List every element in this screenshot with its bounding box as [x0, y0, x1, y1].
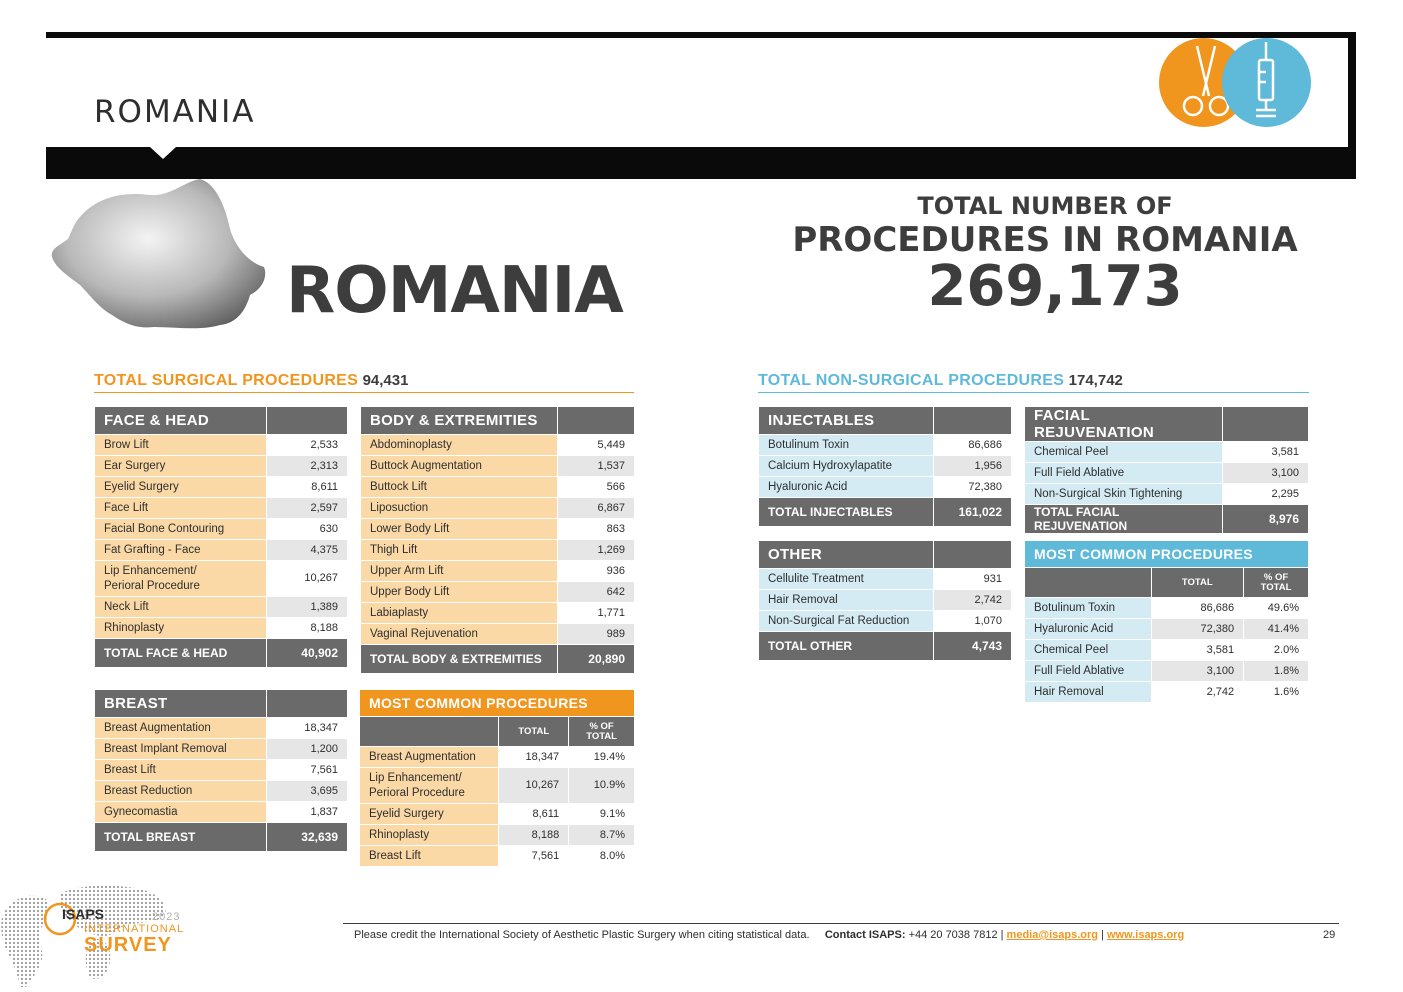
table-title: BREAST: [95, 690, 267, 718]
table-row-name: Vaginal Rejuvenation: [361, 624, 558, 645]
table-row-name: Breast Implant Removal: [95, 739, 267, 760]
body-extremities-table: [360, 406, 635, 674]
table-row-value: 86,686: [1151, 598, 1244, 619]
table-row-name: Botulinum Toxin: [1025, 598, 1152, 619]
table-row-name: Full Field Ablative: [1025, 463, 1223, 484]
table-row-value: 18,347: [267, 718, 348, 739]
table-row-value: 989: [558, 624, 635, 645]
table-row-percent: 8.0%: [569, 846, 635, 867]
table-row-name: Labiaplasty: [361, 603, 558, 624]
table-row-value: 1,537: [558, 456, 635, 477]
nonsurgical-section-heading: [758, 372, 1309, 393]
table-row-value: 10,267: [267, 561, 348, 597]
column-header-total: TOTAL: [499, 717, 569, 747]
surgical-label: TOTAL SURGICAL PROCEDURES: [94, 372, 359, 389]
table-total-label: TOTAL BREAST: [95, 823, 267, 852]
table-row-name: Hair Removal: [1025, 682, 1152, 703]
table-row-value: 1,269: [558, 540, 635, 561]
table-row-value: 3,581: [1223, 442, 1309, 463]
table-row-name: Botulinum Toxin: [759, 435, 934, 456]
table-row-value: 2,313: [267, 456, 348, 477]
table-total-value: 20,890: [558, 645, 635, 674]
table-row-value: 7,561: [499, 846, 569, 867]
row-name-line1: Lip Enhancement/: [369, 771, 462, 784]
table-title: FACE & HEAD: [95, 407, 267, 435]
table-row-name: Breast Lift: [360, 846, 499, 867]
table-row-value: 86,686: [934, 435, 1012, 456]
table-row-value: 8,611: [499, 804, 569, 825]
table-row-value: 2,742: [1151, 682, 1244, 703]
survey-title: SURVEY: [84, 934, 172, 956]
nonsurgical-label: TOTAL NON-SURGICAL PROCEDURES: [758, 372, 1065, 389]
footer-divider: [343, 923, 1339, 924]
table-title: INJECTABLES: [759, 407, 934, 435]
table-row-value: 10,267: [499, 768, 569, 804]
table-row-name: Face Lift: [95, 498, 267, 519]
table-title: FACIAL REJUVENATION: [1025, 407, 1223, 442]
table-total-value: 8,976: [1223, 505, 1309, 534]
table-row-name: Breast Reduction: [95, 781, 267, 802]
table-row-value: 1,771: [558, 603, 635, 624]
table-row-value: 18,347: [499, 747, 569, 768]
table-title: MOST COMMON PROCEDURES: [360, 690, 635, 717]
table-row-value: 642: [558, 582, 635, 603]
column-header-pct: [1244, 568, 1309, 598]
table-total-label: TOTAL FACIAL REJUVENATION: [1025, 505, 1223, 534]
facial-rejuvenation-table: [1024, 406, 1309, 534]
table-row-name: Non-Surgical Fat Reduction: [759, 611, 934, 632]
table-row-percent: 49.6%: [1244, 598, 1309, 619]
table-row-name: Chemical Peel: [1025, 640, 1152, 661]
contact-label: Contact ISAPS:: [824, 929, 906, 941]
table-row-value: 931: [934, 569, 1012, 590]
total-heading-line2: PROCEDURES IN ROMANIA: [792, 220, 1298, 260]
survey-year: 2023: [152, 911, 181, 923]
table-row-value: 630: [267, 519, 348, 540]
isaps-logo-text: ISAPS: [62, 906, 105, 922]
nonsurgical-total: 174,742: [1068, 372, 1123, 389]
table-row-value: 936: [558, 561, 635, 582]
table-row-percent: 41.4%: [1244, 619, 1309, 640]
table-row-percent: 2.0%: [1244, 640, 1309, 661]
table-row-value: 3,581: [1151, 640, 1244, 661]
table-title: MOST COMMON PROCEDURES: [1025, 541, 1309, 568]
table-row-value: 1,200: [267, 739, 348, 760]
table-row-name: Brow Lift: [95, 435, 267, 456]
table-row-name: Upper Arm Lift: [361, 561, 558, 582]
table-row-name: Lower Body Lift: [361, 519, 558, 540]
table-row-percent: 19.4%: [569, 747, 635, 768]
table-total-label: TOTAL FACE & HEAD: [95, 639, 267, 668]
table-row-name: Non-Surgical Skin Tightening: [1025, 484, 1223, 505]
country-heading: ROMANIA: [286, 254, 623, 328]
header-panel: [46, 38, 1348, 147]
table-row-value: 4,375: [267, 540, 348, 561]
table-row-name: Eyelid Surgery: [360, 804, 499, 825]
column-header-pct-line1: % OF: [1263, 571, 1289, 583]
table-row-value: 1,956: [934, 456, 1012, 477]
table-row-name: Eyelid Surgery: [95, 477, 267, 498]
table-total-label: TOTAL OTHER: [759, 632, 934, 661]
page-number: 29: [1323, 929, 1336, 941]
table-total-value: 32,639: [267, 823, 348, 852]
table-row-name: Breast Augmentation: [360, 747, 499, 768]
table-row-value: 2,597: [267, 498, 348, 519]
table-row-name: Hair Removal: [759, 590, 934, 611]
table-row-name: Buttock Lift: [361, 477, 558, 498]
page-title: ROMANIA: [94, 94, 256, 130]
table-row-value: 863: [558, 519, 635, 540]
syringe-icon: [1222, 38, 1311, 127]
table-row-name: Fat Grafting - Face: [95, 540, 267, 561]
table-row-name: Calcium Hydroxylapatite: [759, 456, 934, 477]
table-row-name: Hyaluronic Acid: [759, 477, 934, 498]
row-name-line1: Lip Enhancement/: [104, 564, 197, 577]
table-row-name: Rhinoplasty: [360, 825, 499, 846]
table-row-name: Abdominoplasty: [361, 435, 558, 456]
table-row-name: Ear Surgery: [95, 456, 267, 477]
row-name-line2: Perioral Procedure: [104, 579, 200, 592]
table-title: BODY & EXTREMITIES: [361, 407, 558, 435]
table-row-value: 8,188: [499, 825, 569, 846]
table-row-value: 566: [558, 477, 635, 498]
other-table: [758, 540, 1012, 661]
table-total-value: 40,902: [267, 639, 348, 668]
table-row-value: 3,695: [267, 781, 348, 802]
table-row-value: 5,449: [558, 435, 635, 456]
breast-table: [94, 689, 348, 852]
table-row-name: Hyaluronic Acid: [1025, 619, 1152, 640]
table-row-value: 1,837: [267, 802, 348, 823]
table-row-name: Facial Bone Contouring: [95, 519, 267, 540]
table-row-value: 2,533: [267, 435, 348, 456]
column-header-pct: [569, 717, 635, 747]
credit-text: Please credit the International Society of Aesthetic Plastic Surgery when citing statistical data.: [354, 929, 810, 941]
table-row-percent: 9.1%: [569, 804, 635, 825]
website-link[interactable]: www.isaps.org: [1106, 929, 1185, 941]
injectables-table: [758, 406, 1012, 527]
survey-subtitle: INTERNATIONAL: [84, 923, 185, 935]
table-total-value: 161,022: [934, 498, 1012, 527]
table-row-percent: 1.6%: [1244, 682, 1309, 703]
email-link[interactable]: media@isaps.org: [1006, 929, 1098, 941]
table-row-value: 1,389: [267, 597, 348, 618]
table-row-name: Breast Augmentation: [95, 718, 267, 739]
table-row-name: Neck Lift: [95, 597, 267, 618]
total-heading-line1: TOTAL NUMBER OF: [917, 192, 1173, 220]
table-row-value: 72,380: [934, 477, 1012, 498]
total-procedures-value: 269,173: [927, 254, 1183, 319]
row-name-line2: Perioral Procedure: [369, 786, 465, 799]
link-separator: |: [1101, 929, 1104, 941]
table-row-value: 6,867: [558, 498, 635, 519]
column-header-pct-line1: % OF: [589, 720, 614, 732]
header-notch: [150, 147, 176, 159]
table-row-value: 1,070: [934, 611, 1012, 632]
country-map-silhouette: [50, 177, 270, 332]
surgical-section-heading: [94, 372, 634, 393]
table-total-label: TOTAL BODY & EXTREMITIES: [361, 645, 558, 674]
table-row-name: Liposuction: [361, 498, 558, 519]
column-header-pct-line2: TOTAL: [586, 730, 617, 742]
table-row-name: Chemical Peel: [1025, 442, 1223, 463]
column-header-pct-line2: TOTAL: [1260, 581, 1292, 593]
table-row-name: [95, 561, 267, 597]
table-row-name: Buttock Augmentation: [361, 456, 558, 477]
table-row-name: Gynecomastia: [95, 802, 267, 823]
face-head-table: [94, 406, 348, 668]
table-row-percent: 1.8%: [1244, 661, 1309, 682]
table-total-value: 4,743: [934, 632, 1012, 661]
table-row-name: [360, 768, 499, 804]
table-row-percent: 8.7%: [569, 825, 635, 846]
table-total-label: TOTAL INJECTABLES: [759, 498, 934, 527]
table-row-name: Upper Body Lift: [361, 582, 558, 603]
table-row-value: 8,188: [267, 618, 348, 639]
table-row-value: 3,100: [1151, 661, 1244, 682]
most-common-surgical-table: [359, 689, 635, 867]
contact-phone: +44 20 7038 7812 |: [908, 929, 1004, 941]
table-row-value: 2,742: [934, 590, 1012, 611]
table-row-value: 2,295: [1223, 484, 1309, 505]
table-row-value: 7,561: [267, 760, 348, 781]
table-title: OTHER: [759, 541, 934, 569]
table-row-name: Breast Lift: [95, 760, 267, 781]
table-row-name: Rhinoplasty: [95, 618, 267, 639]
table-row-value: 72,380: [1151, 619, 1244, 640]
surgical-total: 94,431: [362, 372, 409, 389]
table-row-value: 3,100: [1223, 463, 1309, 484]
footer-credit: [354, 929, 1184, 941]
column-header-total: TOTAL: [1151, 568, 1244, 598]
table-row-percent: 10.9%: [569, 768, 635, 804]
table-row-value: 8,611: [267, 477, 348, 498]
table-row-name: Full Field Ablative: [1025, 661, 1152, 682]
table-row-name: Cellulite Treatment: [759, 569, 934, 590]
most-common-nonsurgical-table: [1024, 540, 1309, 703]
table-row-name: Thigh Lift: [361, 540, 558, 561]
